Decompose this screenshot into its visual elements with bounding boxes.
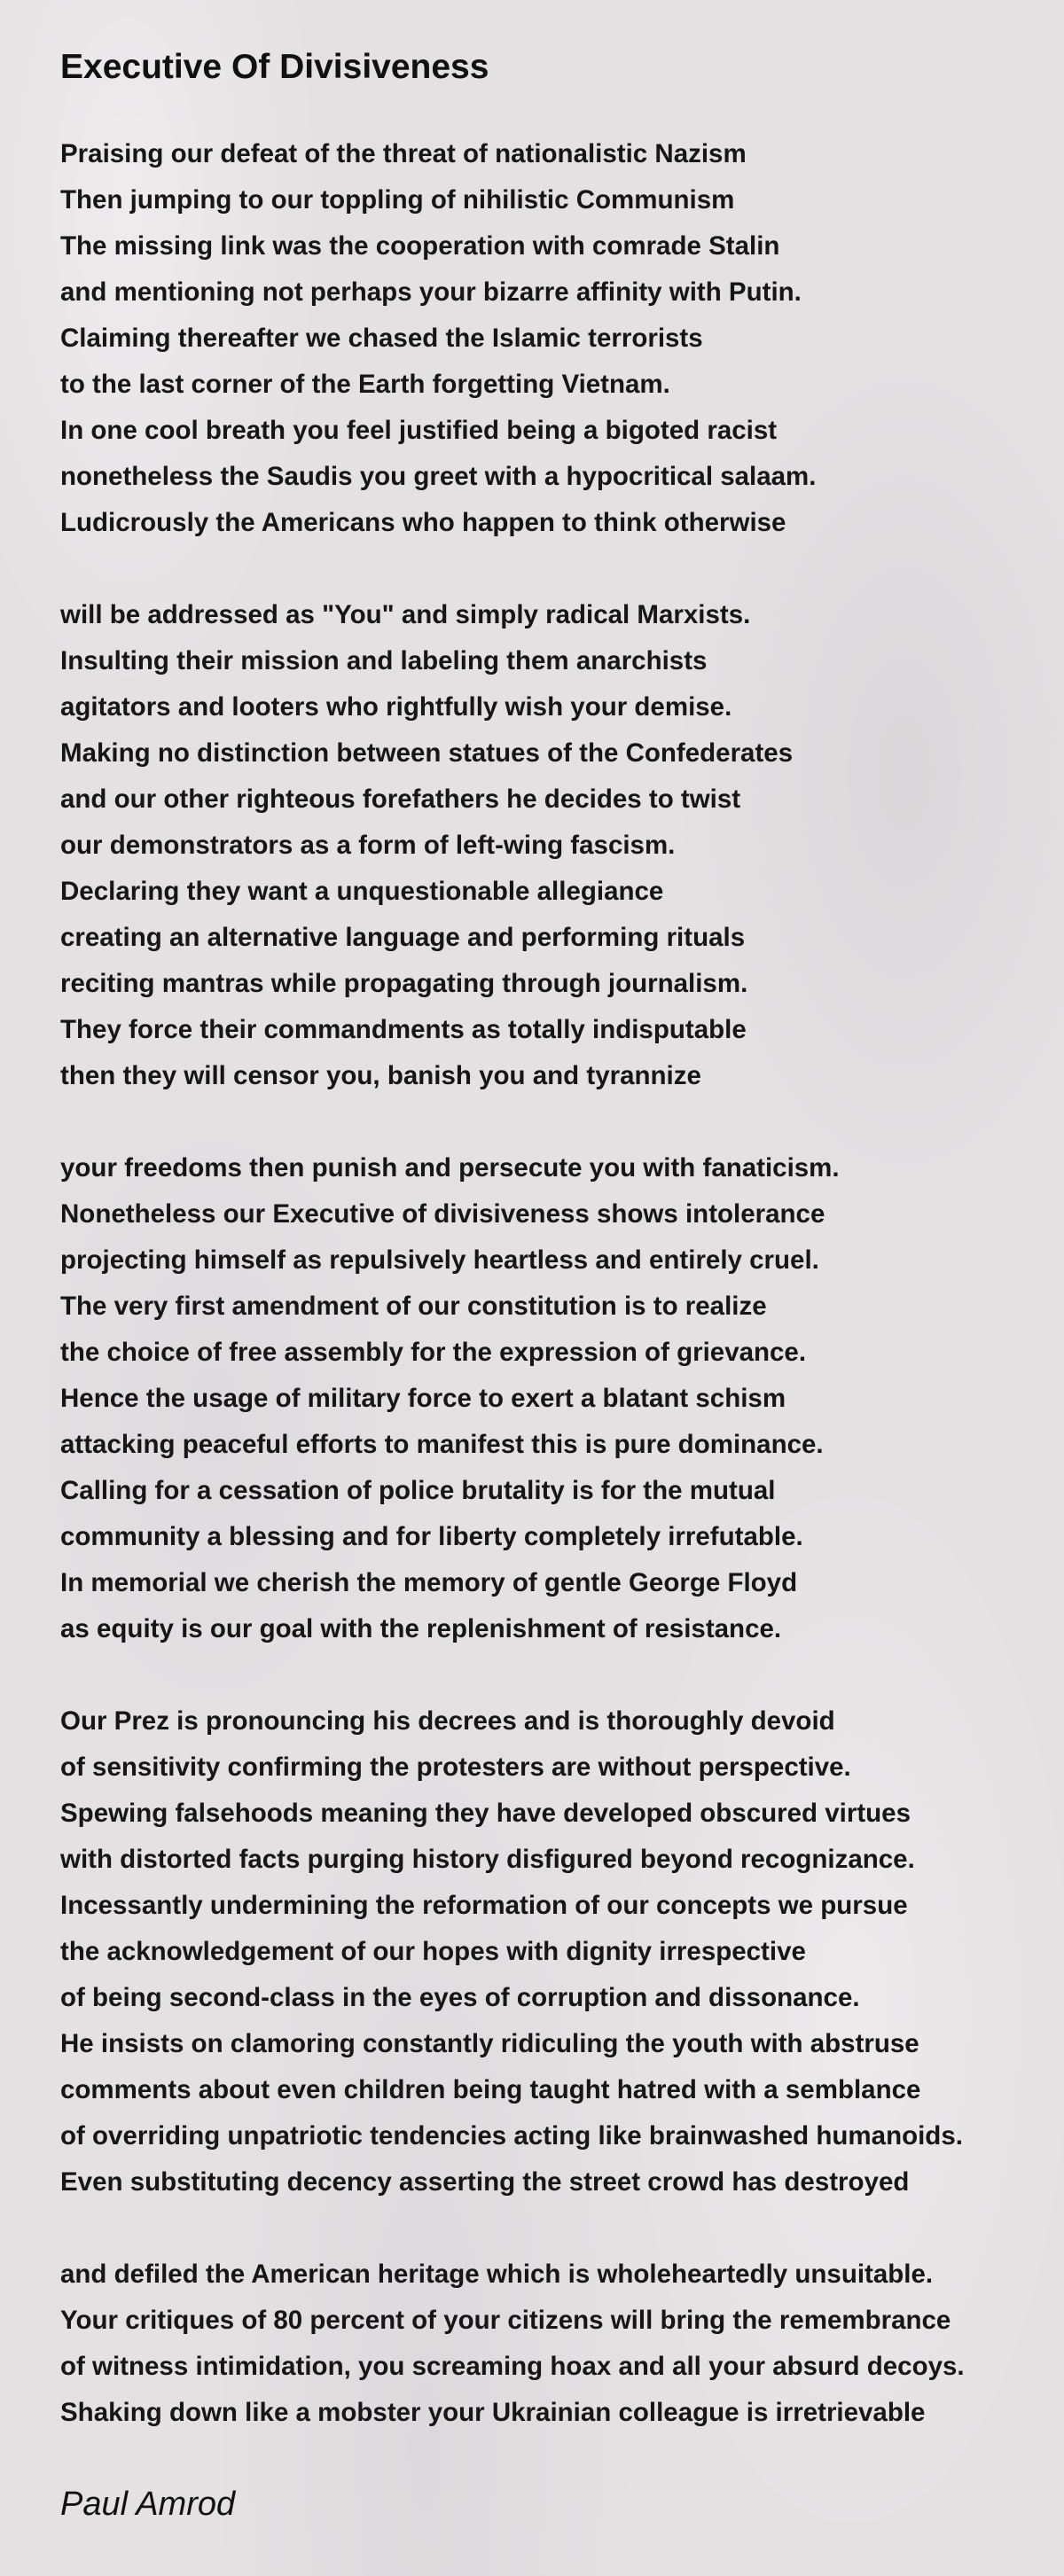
poem-line: Making no distinction between statues of the Confederates: [60, 738, 794, 768]
poem-page: [60, 0, 1053, 2521]
poem-line: of being second-class in the eyes of corruption and dissonance.: [60, 1983, 860, 2012]
poem-line: Spewing falsehoods meaning they have developed obscured virtues: [60, 1799, 911, 1828]
poem-line: as equity is our goal with the replenishment of resistance.: [60, 1614, 782, 1643]
poem-line: community a blessing and for liberty completely irrefutable.: [60, 1522, 803, 1551]
poem-line: Then jumping to our toppling of nihilistic Communism: [60, 185, 735, 215]
poem-line: of sensitivity confirming the protesters are without perspective.: [60, 1752, 851, 1782]
poem-line: to the last corner of the Earth forgetting Vietnam.: [60, 370, 670, 399]
poem-line: of witness intimidation, you screaming hoax and all your absurd decoys.: [60, 2352, 965, 2381]
poem-line: our demonstrators as a form of left-wing fascism.: [60, 831, 676, 860]
poem-line: agitators and looters who rightfully wish your demise.: [60, 692, 732, 722]
stanza: [60, 1698, 1053, 2205]
poem-author: Paul Amrod: [60, 2486, 236, 2523]
poem-title: Executive Of Divisiveness: [60, 48, 489, 86]
poem-line: projecting himself as repulsively heartless and entirely cruel.: [60, 1245, 819, 1275]
poem-line: Insulting their mission and labeling them anarchists: [60, 646, 708, 675]
poem-line: attacking peaceful efforts to manifest this is pure dominance.: [60, 1430, 824, 1459]
poem-line: The very first amendment of our constitution is to realize: [60, 1292, 767, 1321]
poem-line: Praising our defeat of the threat of nationalistic Nazism: [60, 139, 747, 168]
poem-line: The missing link was the cooperation with comrade Stalin: [60, 231, 780, 261]
poem-line: and mentioning not perhaps your bizarre affinity with Putin.: [60, 277, 802, 307]
poem-line: nonetheless the Saudis you greet with a hypocritical salaam.: [60, 462, 817, 491]
poem-line: of overriding unpatriotic tendencies acting like brainwashed humanoids.: [60, 2121, 963, 2151]
poem-line: Even substituting decency asserting the street crowd has destroyed: [60, 2167, 910, 2197]
poem-line: creating an alternative language and performing rituals: [60, 923, 746, 952]
poem-line: your freedoms then punish and persecute you with fanaticism.: [60, 1153, 840, 1183]
poem-line: comments about even children being taught hatred with a semblance: [60, 2075, 921, 2104]
poem-line: Nonetheless our Executive of divisiveness shows intolerance: [60, 1199, 825, 1229]
poem-line: Your critiques of 80 percent of your citizens will bring the remembrance: [60, 2306, 951, 2335]
poem-line: and our other righteous forefathers he decides to twist: [60, 785, 741, 814]
poem-line: Hence the usage of military force to exert a blatant schism: [60, 1384, 786, 1413]
poem-body: [60, 131, 1053, 2436]
poem-line: Declaring they want a unquestionable allegiance: [60, 877, 664, 906]
poem-line: They force their commandments as totally indisputable: [60, 1015, 747, 1044]
stanza: [60, 592, 1053, 1099]
poem-line: Shaking down like a mobster your Ukrainian colleague is irretrievable: [60, 2398, 926, 2427]
poem-line: then they will censor you, banish you and tyrannize: [60, 1061, 701, 1090]
poem-line: reciting mantras while propagating through journalism.: [60, 969, 748, 998]
stanza: [60, 131, 1053, 546]
poem-line: Our Prez is pronouncing his decrees and is thoroughly devoid: [60, 1706, 835, 1736]
stanza: [60, 1145, 1053, 1652]
poem-line: the acknowledgement of our hopes with dignity irrespective: [60, 1937, 806, 1966]
poem-line: Claiming thereafter we chased the Islamic terrorists: [60, 324, 703, 353]
poem-line: In memorial we cherish the memory of gentle George Floyd: [60, 1568, 798, 1597]
stanza: [60, 2252, 1053, 2436]
poem-line: He insists on clamoring constantly ridiculing the youth with abstruse: [60, 2029, 919, 2058]
poem-line: with distorted facts purging history disfigured beyond recognizance.: [60, 1845, 915, 1874]
poem-line: Incessantly undermining the reformation of our concepts we pursue: [60, 1891, 908, 1920]
poem-line: and defiled the American heritage which is wholeheartedly unsuitable.: [60, 2260, 934, 2289]
poem-line: Calling for a cessation of police brutality is for the mutual: [60, 1476, 776, 1505]
poem-line: will be addressed as "You" and simply radical Marxists.: [60, 600, 751, 629]
poem-line: the choice of free assembly for the expression of grievance.: [60, 1338, 807, 1367]
poem-line: Ludicrously the Americans who happen to think otherwise: [60, 508, 786, 537]
poem-line: In one cool breath you feel justified being a bigoted racist: [60, 416, 778, 445]
